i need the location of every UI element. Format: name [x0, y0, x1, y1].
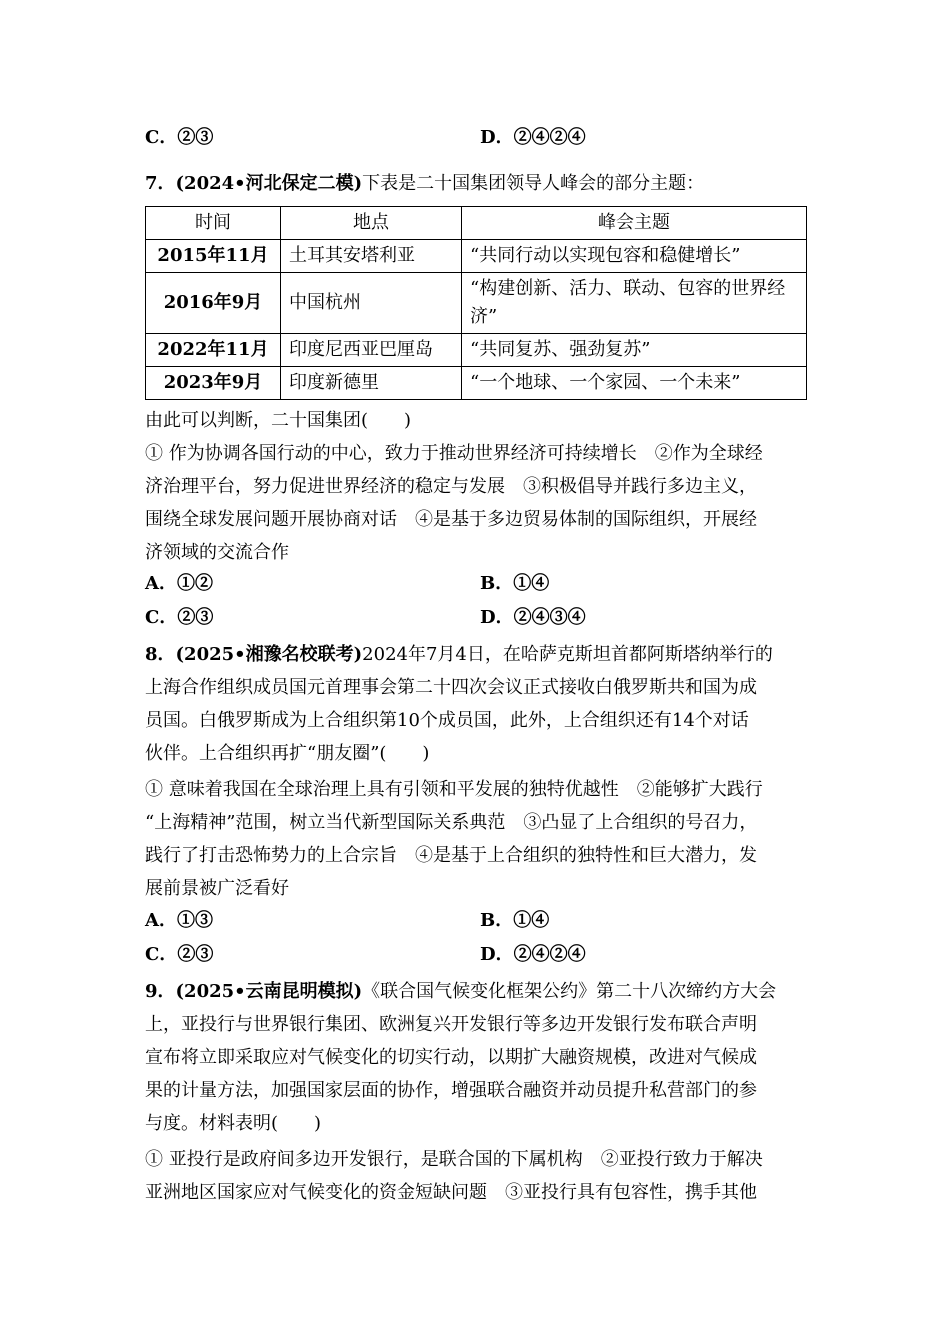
table-cell-time: 2016年9月: [146, 273, 281, 334]
q9-stem-line: 宣布将立即采取应对气候变化的切实行动，以期扩大融资规模，改进对气候成: [145, 1047, 757, 1068]
q7-option-c[interactable]: C．②③: [145, 607, 214, 628]
q8-option-a[interactable]: A．①③: [145, 910, 213, 931]
q7-option-a[interactable]: A．①②: [145, 573, 213, 594]
q8-source: (2025•湘豫名校联考): [175, 644, 363, 665]
table-cell-time: 2022年11月: [146, 334, 281, 367]
q8-number: 8．: [145, 644, 176, 665]
q8-statement-line: “上海精神”范围，树立当代新型国际关系典范 ③凸显了上合组织的号召力，: [145, 812, 758, 833]
q8-stem: [145, 638, 810, 770]
q7-option-b[interactable]: B．①④: [480, 573, 550, 594]
table-cell-theme: “构建创新、活力、联动、包容的世界经济”: [462, 273, 807, 334]
q7-statements: [145, 437, 810, 569]
q7-question-text: 由此可以判断，二十国集团( ): [145, 410, 412, 431]
q8-statement-line: 践行了打击恐怖势力的上合宗旨 ④是基于上合组织的独特性和巨大潜力，发: [145, 845, 757, 866]
table-cell-time: 2023年9月: [146, 367, 281, 400]
q7-statement-line: 围绕全球发展问题开展协商对话 ④是基于多边贸易体制的国际组织，开展经: [145, 509, 757, 530]
summit-table: [145, 206, 807, 400]
q9-source: (2025•云南昆明模拟): [175, 981, 363, 1002]
q7-statement-line: ① 作为协调各国行动的中心，致力于推动世界经济可持续增长 ②作为全球经: [145, 443, 763, 464]
table-header-time: 时间: [146, 207, 281, 240]
q7-statement-line: 济治理平台，努力促进世界经济的稳定与发展 ③积极倡导并践行多边主义，: [145, 476, 757, 497]
q6-option-c[interactable]: C．②③: [145, 127, 214, 148]
table-cell-theme: “共同复苏、强劲复苏”: [462, 334, 807, 367]
q8-stem-line: 2024年7月4日，在哈萨克斯坦首都阿斯塔纳举行的: [362, 644, 773, 665]
table-cell-place: 印度新德里: [281, 367, 462, 400]
table-cell-time: 2015年11月: [146, 240, 281, 273]
table-header-row: [146, 207, 807, 240]
q8-stem-line: 上海合作组织成员国元首理事会第二十四次会议正式接收白俄罗斯共和国为成: [145, 677, 757, 698]
table-row: [146, 367, 807, 400]
q8-option-d[interactable]: D．②④②④: [480, 944, 586, 965]
q9-stem-line: 果的计量方法，加强国家层面的协作，增强联合融资并动员提升私营部门的参: [145, 1080, 757, 1101]
q7-option-d[interactable]: D．②④③④: [480, 607, 586, 628]
q8-stem-line-first: [145, 638, 810, 671]
q8-statements: [145, 773, 810, 905]
q9-stem: [145, 975, 810, 1140]
table-row: [146, 334, 807, 367]
q8-option-b[interactable]: B．①④: [480, 910, 550, 931]
table-cell-place: 中国杭州: [281, 273, 462, 334]
q7-statement-line: 济领域的交流合作: [145, 542, 289, 563]
q7-source: (2024•河北保定二模): [175, 173, 363, 194]
q9-stem-line: 与度。材料表明( ): [145, 1113, 322, 1134]
q9-stem-line-first: [145, 975, 810, 1008]
q9-statement-line: 亚洲地区国家应对气候变化的资金短缺问题 ③亚投行具有包容性，携手其他: [145, 1182, 757, 1203]
q9-number: 9．: [145, 981, 176, 1002]
q8-stem-line: 员国。白俄罗斯成为上合组织第10个成员国，此外，上合组织还有14个对话: [145, 710, 749, 731]
table-cell-place: 土耳其安塔利亚: [281, 240, 462, 273]
q9-stem-line: 上，亚投行与世界银行集团、欧洲复兴开发银行等多边开发银行发布联合声明: [145, 1014, 757, 1035]
table-header-place: 地点: [281, 207, 462, 240]
q8-statement-line: ① 意味着我国在全球治理上具有引领和平发展的独特优越性 ②能够扩大践行: [145, 779, 763, 800]
q7-question: [145, 404, 810, 437]
q6-option-d[interactable]: D．②④②④: [480, 127, 586, 148]
table-row: [146, 240, 807, 273]
table-row: [146, 273, 807, 334]
table-cell-theme: “共同行动以实现包容和稳健增长”: [462, 240, 807, 273]
q8-stem-line: 伙伴。上合组织再扩“朋友圈”( ): [145, 743, 430, 764]
q8-statement-line: 展前景被广泛看好: [145, 878, 289, 899]
table-header-theme: 峰会主题: [462, 207, 807, 240]
q7-number: 7．: [145, 173, 176, 194]
q8-option-c[interactable]: C．②③: [145, 944, 214, 965]
q9-statements: [145, 1143, 810, 1209]
q7-stem: 下表是二十国集团领导人峰会的部分主题：: [362, 173, 705, 194]
table-cell-theme: “一个地球、一个家园、一个未来”: [462, 367, 807, 400]
q9-stem-line: 《联合国气候变化框架公约》第二十八次缔约方大会: [362, 981, 777, 1002]
table-cell-place: 印度尼西亚巴厘岛: [281, 334, 462, 367]
q7-header: [145, 172, 704, 196]
q9-statement-line: ① 亚投行是政府间多边开发银行，是联合国的下属机构 ②亚投行致力于解决: [145, 1149, 763, 1170]
